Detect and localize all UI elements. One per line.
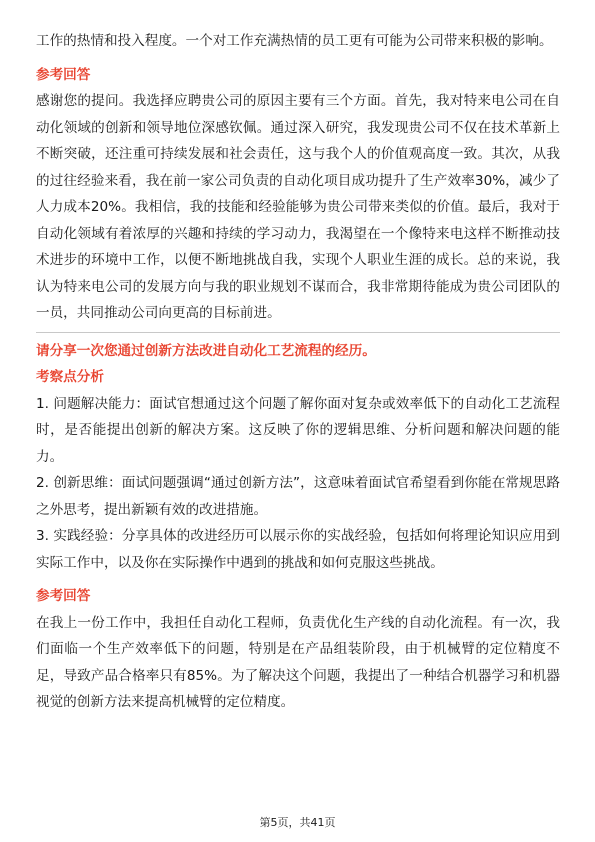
intro-paragraph: 工作的热情和投入程度。一个对工作充满热情的员工更有可能为公司带来积极的影响。 xyxy=(36,33,553,49)
analysis-item-3: 3. 实践经验：分享具体的改进经历可以展示你的实战经验，包括如何将理论知识应用到实际工作中，以及你在实际操作中遇到的挑战和如何克服这些挑战。 xyxy=(36,528,560,571)
section-divider xyxy=(36,332,560,333)
analysis-label: 考察点分析 xyxy=(36,369,104,385)
document-page xyxy=(36,28,560,716)
analysis-item-2: 2. 创新思维：面试问题强调“通过创新方法”，这意味着面试官希望看到你能在常规思路之外思考，提出新颖有效的改进措施。 xyxy=(36,475,560,518)
answer1-label: 参考回答 xyxy=(36,66,91,83)
answer1-text: 感谢您的提问。我选择应聘贵公司的原因主要有三个方面。首先，我对特来电公司在自动化领域的创新和领导地位深感钦佩。通过深入研究，我发现贵公司不仅在技术革新上不断突破，还注重可持续发展和社会责任，这与我个人的价值观高度一致。其次，从我的过往经验来看，我在前一家公司负责的自动化项目成功提升了生产效率30%，减少了人力成本20%。我相信，我的技能和经验能够为贵公司带来类似的价值。最后，我对于自动化领域有着浓厚的兴趣和持续的学习动力，我渴望在一个像特来电这样不断推动技术进步的环境中工作，以便不断地挑战自我，实现个人职业生涯的成长。总的来说，我认为特来电公司的发展方向与我的职业规划不谋而合，我非常期待能成为贵公司团队的一员，共同推动公司向更高的目标前进。 xyxy=(36,93,560,321)
question-heading: 请分享一次您通过创新方法改进自动化工艺流程的经历。 xyxy=(36,342,376,359)
page-number-footer: 第5页，共41页 xyxy=(259,816,336,829)
answer2-text: 在我上一份工作中，我担任自动化工程师，负责优化生产线的自动化流程。有一次，我们面临一个生产效率低下的问题，特别是在产品组装阶段，由于机械臂的定位精度不足，导致产品合格率只有85%。为了解决这个问题，我提出了一种结合机器学习和机器视觉的创新方法来提高机械臂的定位精度。 xyxy=(36,614,560,710)
answer2-label: 参考回答 xyxy=(36,588,91,604)
analysis-item-1: 1. 问题解决能力：面试官想通过这个问题了解你面对复杂或效率低下的自动化工艺流程时，是否能提出创新的解决方案。这反映了你的逻辑思维、分析问题和解决问题的能力。 xyxy=(36,395,560,465)
